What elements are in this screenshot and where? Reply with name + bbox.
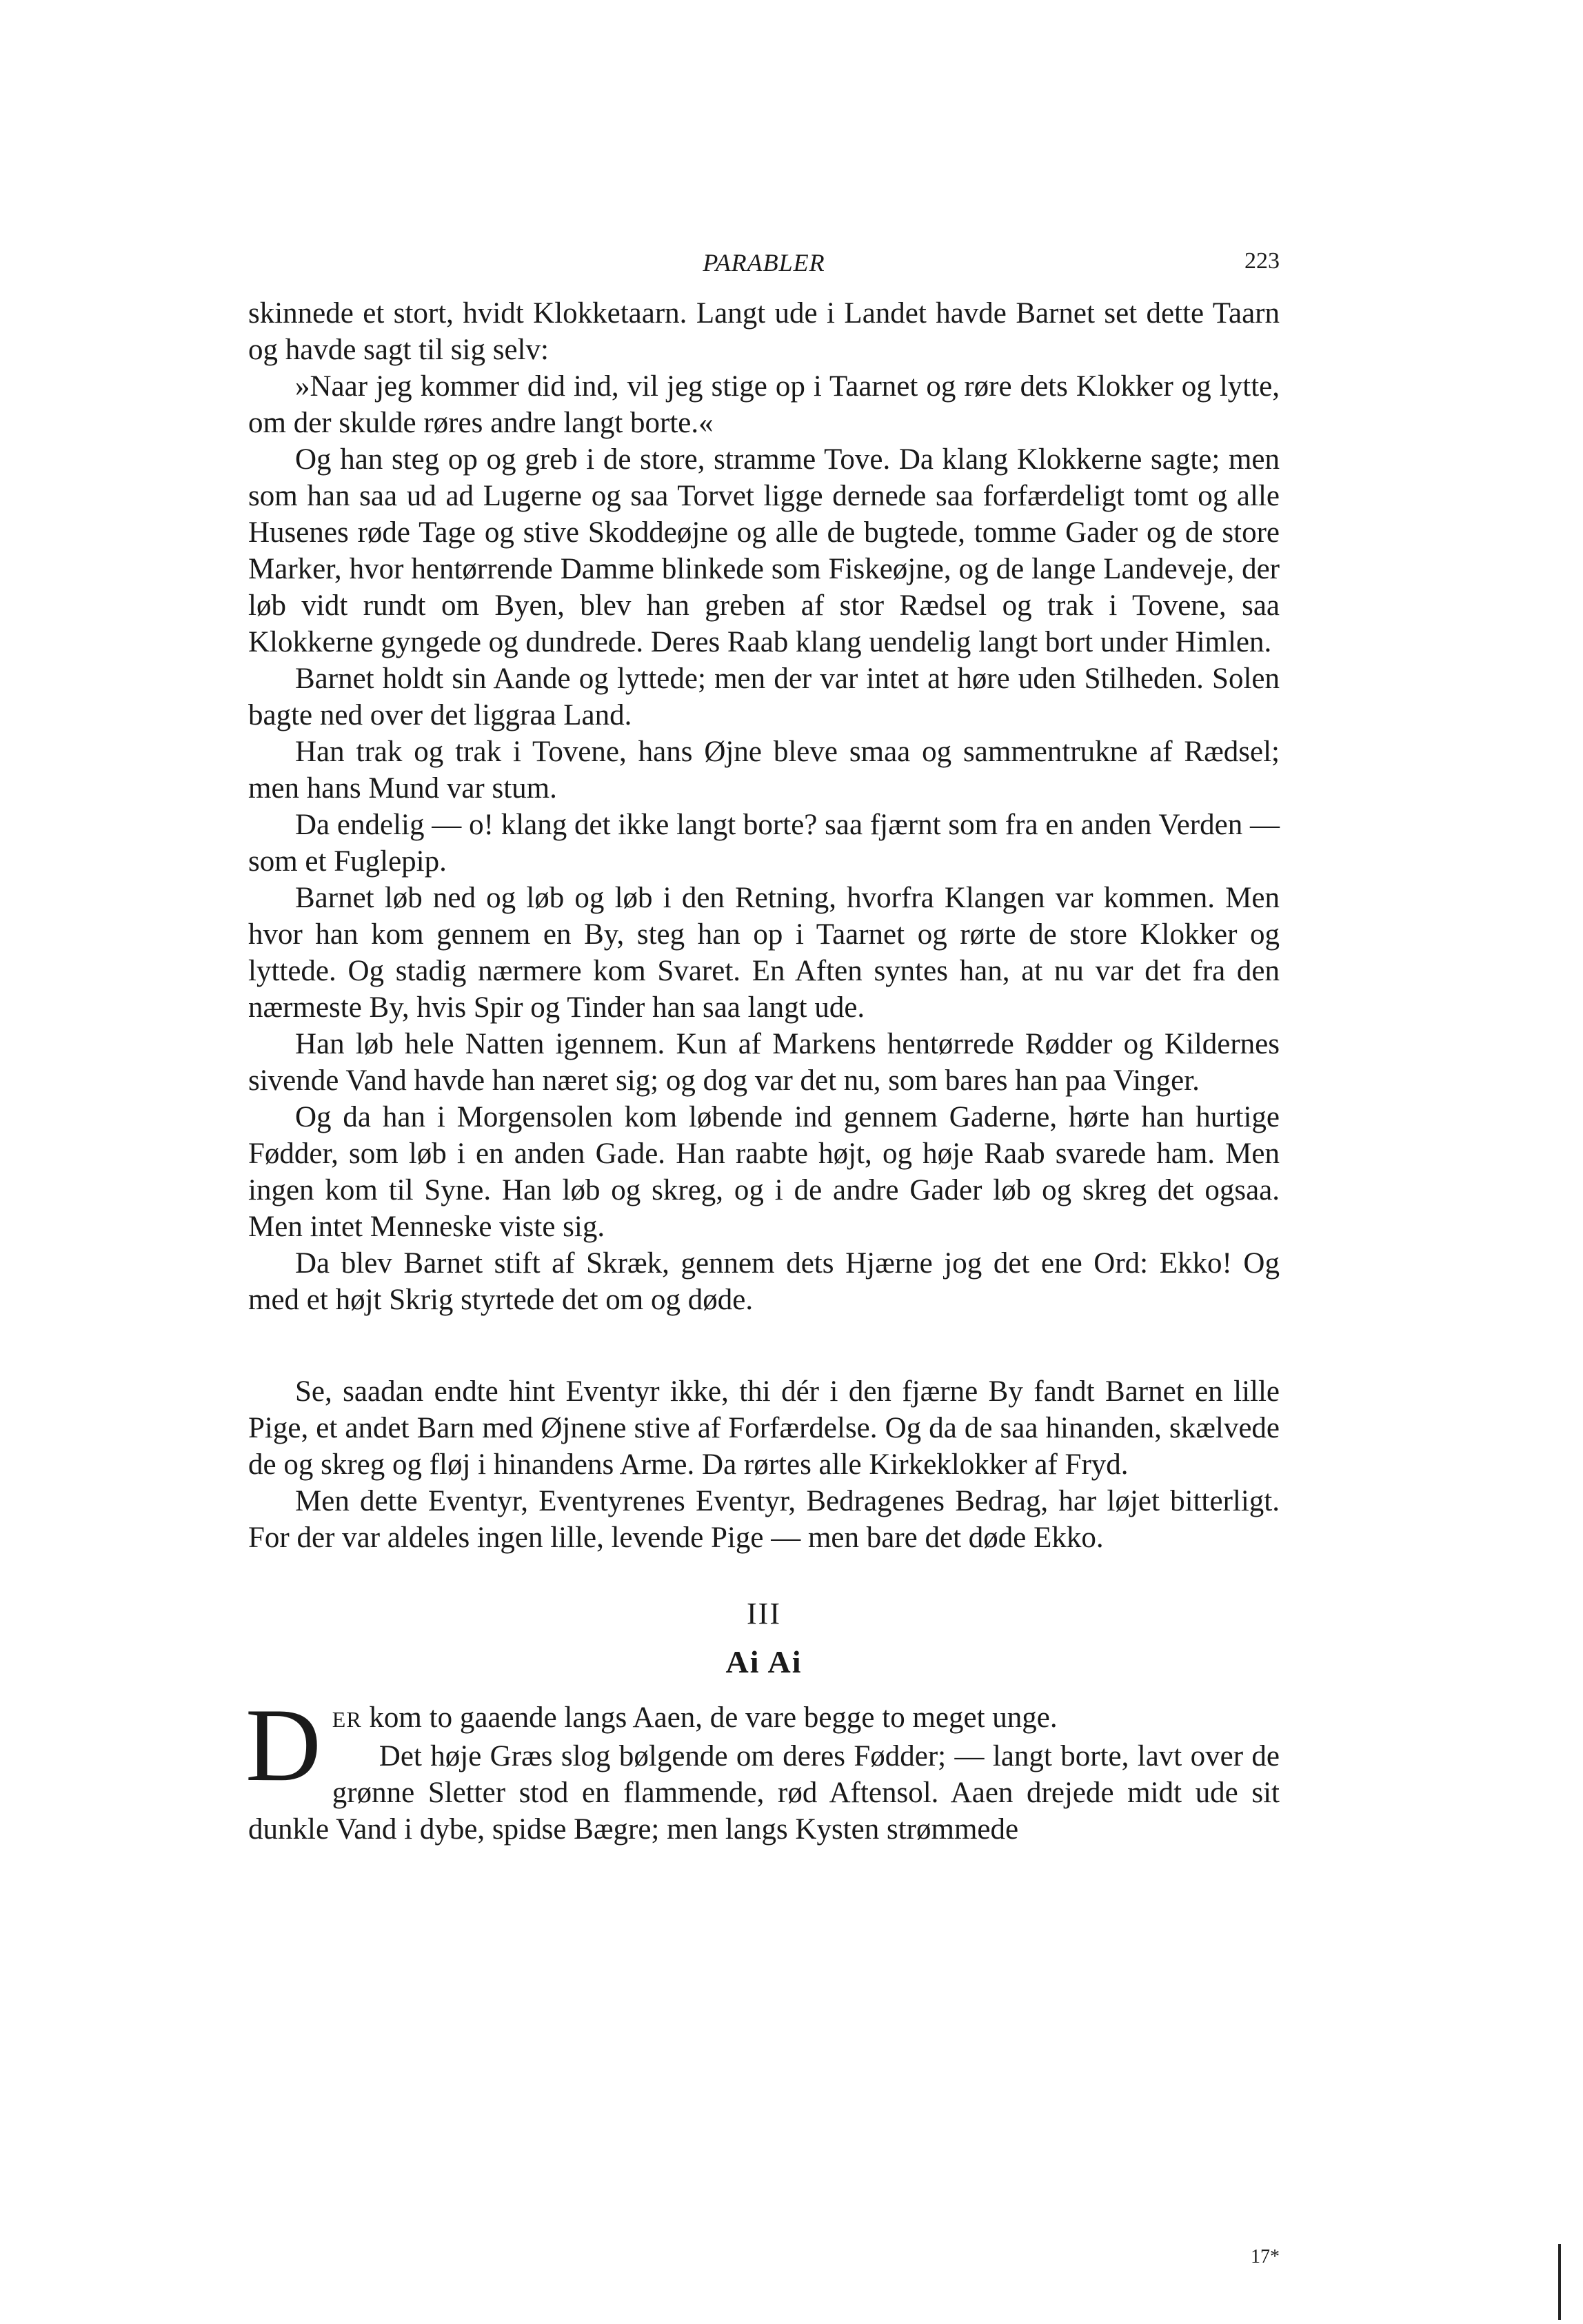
body-text <box>245 295 1280 1848</box>
chapter-title: Ai Ai <box>725 1644 803 1679</box>
paragraph: Da endelig — o! klang det ikke langt borte? saa fjærnt som fra en anden Verden — som et Fuglepip. <box>248 809 1280 878</box>
signature-mark: 17* <box>1251 2246 1280 2267</box>
opening-word: ER <box>332 1707 362 1732</box>
paragraph: Han trak og trak i Tovene, hans Øjne bleve smaa og sammentrukne af Rædsel; men hans Mund var stum. <box>248 736 1280 805</box>
page-number: 223 <box>1244 248 1280 274</box>
drop-cap: D <box>245 1687 321 1803</box>
paragraph: Og da han i Morgensolen kom løbende ind gennem Gaderne, hørte han hurtige Fødder, som løb i en anden Gade. Han raabte højt, og høje Raab svarede ham. Men ingen kom til Syne. Han løb og skreg, og i de andre Gader løb og skreg det ogsaa. Men intet Menneske viste sig. <box>248 1101 1280 1243</box>
opening-text: kom to gaaende langs Aaen, de vare begge to meget unge. <box>361 1701 1058 1734</box>
paragraph: skinnede et stort, hvidt Klokketaarn. Langt ude i Landet havde Barnet set dette Taarn og havde sagt til sig selv: <box>248 297 1280 366</box>
paragraph: Han løb hele Natten igennem. Kun af Markens hentørrede Rødder og Kildernes sivende Vand havde han næret sig; og dog var det nu, som bares han paa Vinger. <box>248 1028 1280 1097</box>
book-page <box>245 248 1280 2267</box>
paragraph: Barnet løb ned og løb og løb i den Retning, hvorfra Klangen var kommen. Men hvor han kom gennem en By, steg han op i Taarnet og rørte de store Klokker og lyttede. Og stadig nærmere kom Svaret. En Aften syntes han, at nu var det fra den nærmeste By, hvis Spir og Tinder han saa langt ude. <box>248 882 1280 1024</box>
running-head <box>248 248 1280 283</box>
running-title: PARABLER <box>703 249 825 276</box>
paragraph: Da blev Barnet stift af Skræk, gennem dets Hjærne jog det ene Ord: Ekko! Og med et højt Skrig styrtede det om og døde. <box>248 1247 1280 1316</box>
section-break <box>248 1318 1280 1373</box>
paragraph: »Naar jeg kommer did ind, vil jeg stige op i Taarnet og røre dets Klokker og lytte, om der skulde røres andre langt borte.« <box>248 370 1280 439</box>
chapter-number: III <box>747 1597 781 1630</box>
paragraph: Det høje Græs slog bølgende om deres Fødder; — langt borte, lavt over de grønne Sletter stod en flammende, rød Aftensol. Aaen drejede midt ude sit dunkle Vand i dybe, spidse Bægre; men langs Kysten strømmede <box>248 1740 1280 1846</box>
paragraph: Og han steg op og greb i de store, stramme Tove. Da klang Klokkerne sagte; men som han saa ud ad Lugerne og saa Torvet ligge dernede saa forfærdeligt tomt og alle Husenes røde Tage og stive Skoddeøjne og alle de bugtede, tomme Gader og de store Marker, hvor hentørrende Damme blinkede som Fiskeøjne, og de lange Landeveje, der løb vidt rundt om Byen, blev han greben af stor Rædsel og trak i Tovene, saa Klokkerne gyngede og dundrede. Deres Raab klang uendelig langt bort under Himlen. <box>248 443 1280 658</box>
scan-edge-mark <box>1558 2244 1561 2320</box>
paragraph: Barnet holdt sin Aande og lyttede; men der var intet at høre uden Stilheden. Solen bagte ned over det liggraa Land. <box>248 663 1280 731</box>
paragraph: Men dette Eventyr, Eventyrenes Eventyr, Bedragenes Bedrag, har løjet bitterligt. For der var aldeles ingen lille, levende Pige — men bare det døde Ekko. <box>248 1485 1280 1554</box>
paragraph: Se, saadan endte hint Eventyr ikke, thi dér i den fjærne By fandt Barnet en lille Pige, et andet Barn med Øjnene stive af Forfærdelse. Og da de saa hinanden, skælvede de og skreg og fløj i hinandens Arme. Da rørtes alle Kirkeklokker af Fryd. <box>248 1375 1280 1481</box>
